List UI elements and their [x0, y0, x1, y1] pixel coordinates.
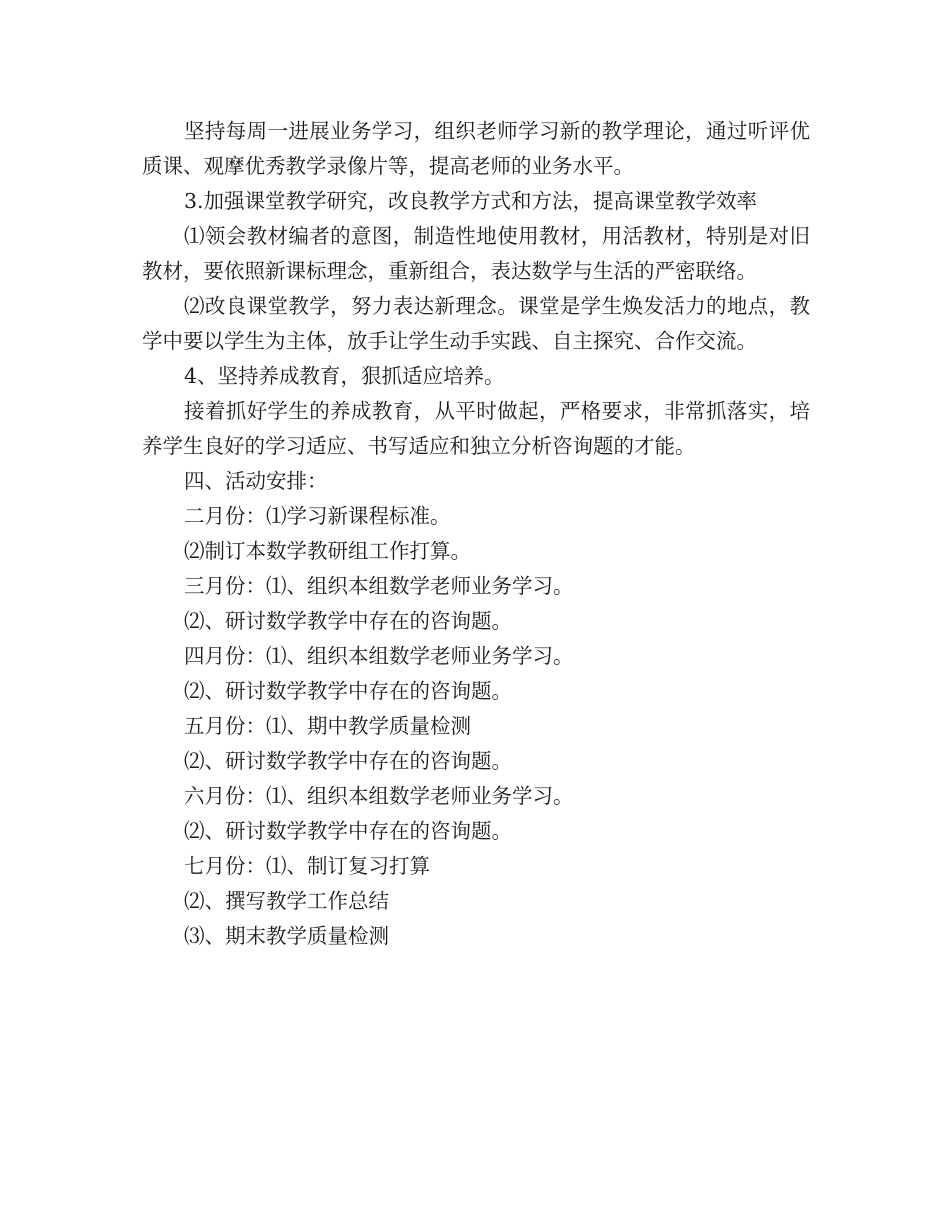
- list-item: ⑵、研讨数学教学中存在的咨询题。: [184, 749, 512, 773]
- list-item: 四月份：⑴、组织本组数学老师业务学习。: [184, 644, 574, 668]
- paragraph-habit-education: 接着抓好学生的养成教育，从平时做起，严格要求，非常抓落实，培养学生良好的学习适应、书写适应和独立分析咨询题的才能。: [142, 399, 810, 458]
- list-item: 七月份：⑴、制订复习打算: [184, 854, 430, 878]
- list-item: 二月份：⑴学习新课程标准。: [184, 504, 451, 528]
- list-item: ⑵制订本数学教研组工作打算。: [184, 539, 471, 563]
- list-item: 五月份：⑴、期中教学质量检测: [184, 714, 471, 738]
- list-item: ⑵、撰写教学工作总结: [184, 889, 389, 913]
- list-item: ⑵、研讨数学教学中存在的咨询题。: [184, 819, 512, 843]
- paragraph-business-study: 坚持每周一进展业务学习，组织老师学习新的教学理论，通过听评优质课、观摩优秀教学录像片等，提高老师的业务水平。: [142, 119, 810, 178]
- list-item: ⑵、研讨数学教学中存在的咨询题。: [184, 609, 512, 633]
- section-heading-3: 3.加强课堂教学研究，改良教学方式和方法，提高课堂教学效率: [184, 189, 758, 213]
- list-item: 六月份：⑴、组织本组数学老师业务学习。: [184, 784, 574, 808]
- paragraph-classroom-teaching: ⑵改良课堂教学，努力表达新理念。课堂是学生焕发活力的地点，教学中要以学生为主体，放手让学生动手实践、自主探究、合作交流。: [142, 294, 810, 353]
- section-heading-activities: 四、活动安排：: [184, 469, 328, 493]
- list-item: ⑵、研讨数学教学中存在的咨询题。: [184, 679, 512, 703]
- list-item: 三月份：⑴、组织本组数学老师业务学习。: [184, 574, 574, 598]
- document-body: [142, 114, 810, 954]
- section-heading-4: 4、坚持养成教育，狠抓适应培养。: [184, 364, 505, 388]
- list-item: ⑶、期末教学质量检测: [184, 924, 389, 948]
- paragraph-textbook-use: ⑴领会教材编者的意图，制造性地使用教材，用活教材，特别是对旧教材，要依照新课标理念，重新组合，表达数学与生活的严密联络。: [142, 224, 810, 283]
